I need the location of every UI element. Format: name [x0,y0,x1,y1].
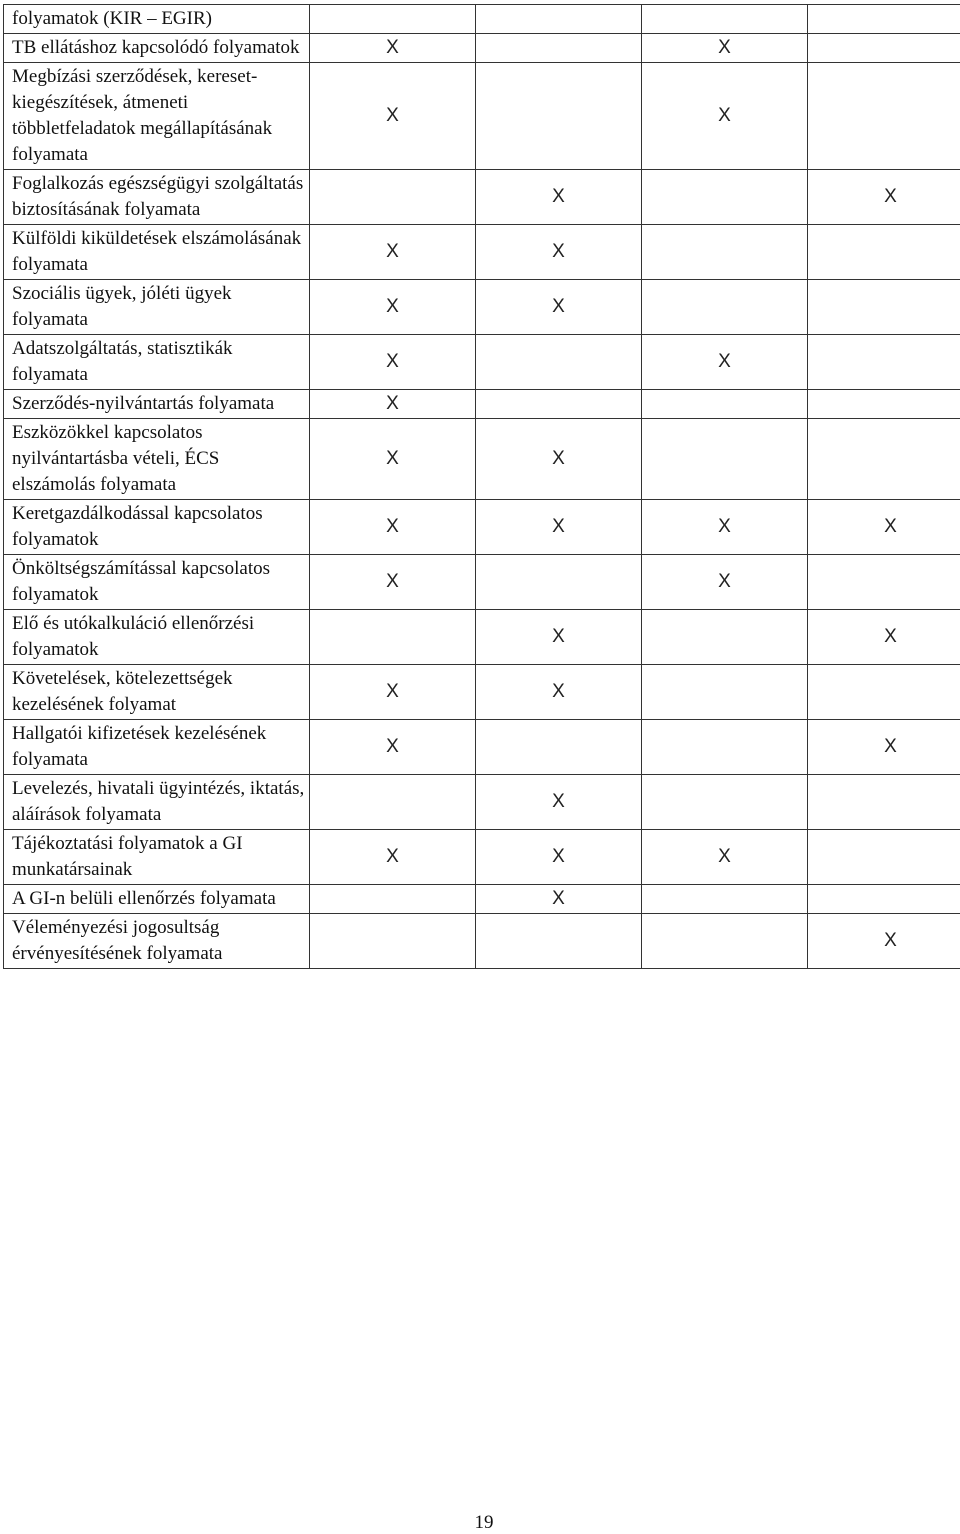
x-mark: X [884,186,897,208]
process-name-cell: Véleményezési jogosultság érvényesítésének folyamata [4,914,310,969]
table-row [4,914,960,969]
mark-cell-col-2 [476,170,642,225]
x-mark: X [884,930,897,952]
process-name-cell: A GI-n belüli ellenőrzés folyamata [4,885,310,914]
process-name-cell: Külföldi kiküldetések elszámolásának folyamata [4,225,310,280]
mark-cell-col-1 [310,555,476,610]
mark-cell-col-1 [310,914,476,969]
table-row [4,885,960,914]
mark-cell-col-2 [476,225,642,280]
x-mark: X [386,736,399,758]
mark-cell-col-1 [310,63,476,170]
x-mark: X [718,846,731,868]
mark-cell-col-4 [808,63,960,170]
mark-cell-col-1 [310,280,476,335]
mark-cell-col-3 [642,280,808,335]
mark-cell-col-2 [476,335,642,390]
process-name-cell: Adatszolgáltatás, statisztikák folyamata [4,335,310,390]
mark-cell-col-1 [310,610,476,665]
mark-cell-col-4 [808,34,960,63]
mark-cell-col-2 [476,665,642,720]
process-name-cell: folyamatok (KIR – EGIR) [4,5,310,34]
x-mark: X [718,516,731,538]
mark-cell-col-1 [310,34,476,63]
x-mark: X [718,571,731,593]
process-name-cell: Foglalkozás egészségügyi szolgáltatás biztosításának folyamata [4,170,310,225]
mark-cell-col-3 [642,720,808,775]
x-mark: X [552,791,565,813]
process-matrix-table [3,4,960,969]
process-name-cell: Szerződés-nyilvántartás folyamata [4,390,310,419]
mark-cell-col-4 [808,665,960,720]
mark-cell-col-4 [808,225,960,280]
mark-cell-col-2 [476,5,642,34]
x-mark: X [386,393,399,415]
mark-cell-col-3 [642,914,808,969]
table-row [4,500,960,555]
mark-cell-col-2 [476,500,642,555]
mark-cell-col-3 [642,5,808,34]
x-mark: X [552,516,565,538]
process-name-cell: Hallgatói kifizetések kezelésének folyamata [4,720,310,775]
mark-cell-col-4 [808,280,960,335]
table-row [4,665,960,720]
table-row [4,610,960,665]
mark-cell-col-4 [808,610,960,665]
x-mark: X [386,241,399,263]
mark-cell-col-4 [808,885,960,914]
page-number: 19 [0,1512,960,1534]
x-mark: X [552,241,565,263]
x-mark: X [552,186,565,208]
x-mark: X [386,105,399,127]
mark-cell-col-4 [808,170,960,225]
mark-cell-col-1 [310,225,476,280]
process-name-cell: Elő és utókalkuláció ellenőrzési folyamatok [4,610,310,665]
mark-cell-col-3 [642,885,808,914]
mark-cell-col-1 [310,665,476,720]
mark-cell-col-1 [310,170,476,225]
x-mark: X [552,681,565,703]
mark-cell-col-4 [808,5,960,34]
table-row [4,390,960,419]
mark-cell-col-2 [476,720,642,775]
table-row [4,5,960,34]
mark-cell-col-4 [808,775,960,830]
table-row [4,720,960,775]
mark-cell-col-2 [476,280,642,335]
mark-cell-col-4 [808,500,960,555]
x-mark: X [386,448,399,470]
process-name-cell: Szociális ügyek, jóléti ügyek folyamata [4,280,310,335]
mark-cell-col-1 [310,390,476,419]
mark-cell-col-4 [808,335,960,390]
x-mark: X [718,37,731,59]
x-mark: X [552,888,565,910]
mark-cell-col-3 [642,830,808,885]
process-name-cell: Önköltségszámítással kapcsolatos folyamatok [4,555,310,610]
mark-cell-col-3 [642,390,808,419]
table-row [4,830,960,885]
process-name-cell: TB ellátáshoz kapcsolódó folyamatok [4,34,310,63]
table-row [4,34,960,63]
mark-cell-col-2 [476,830,642,885]
mark-cell-col-3 [642,500,808,555]
mark-cell-col-2 [476,419,642,500]
mark-cell-col-3 [642,63,808,170]
mark-cell-col-2 [476,63,642,170]
mark-cell-col-3 [642,610,808,665]
mark-cell-col-1 [310,775,476,830]
x-mark: X [552,846,565,868]
process-name-cell: Megbízási szerződések, kereset-kiegészítések, átmeneti többletfeladatok megállapításának folyamata [4,63,310,170]
x-mark: X [386,296,399,318]
process-name-cell: Eszközökkel kapcsolatos nyilvántartásba vételi, ÉCS elszámolás folyamata [4,419,310,500]
mark-cell-col-4 [808,555,960,610]
mark-cell-col-2 [476,610,642,665]
table-row [4,225,960,280]
mark-cell-col-4 [808,390,960,419]
process-name-cell: Levelezés, hivatali ügyintézés, iktatás, aláírások folyamata [4,775,310,830]
mark-cell-col-4 [808,914,960,969]
mark-cell-col-2 [476,555,642,610]
table-row [4,280,960,335]
x-mark: X [386,516,399,538]
mark-cell-col-1 [310,5,476,34]
process-matrix-body [4,5,960,969]
x-mark: X [386,37,399,59]
x-mark: X [386,681,399,703]
mark-cell-col-4 [808,720,960,775]
mark-cell-col-3 [642,170,808,225]
mark-cell-col-3 [642,555,808,610]
x-mark: X [718,105,731,127]
mark-cell-col-2 [476,34,642,63]
x-mark: X [718,351,731,373]
x-mark: X [386,571,399,593]
mark-cell-col-3 [642,335,808,390]
mark-cell-col-2 [476,885,642,914]
mark-cell-col-4 [808,830,960,885]
mark-cell-col-1 [310,830,476,885]
mark-cell-col-1 [310,419,476,500]
process-name-cell: Követelések, kötelezettségek kezelésének folyamat [4,665,310,720]
table-row [4,170,960,225]
x-mark: X [884,736,897,758]
process-name-cell: Tájékoztatási folyamatok a GI munkatársainak [4,830,310,885]
mark-cell-col-3 [642,34,808,63]
x-mark: X [552,448,565,470]
x-mark: X [386,351,399,373]
table-row [4,335,960,390]
table-row [4,63,960,170]
x-mark: X [552,296,565,318]
mark-cell-col-1 [310,500,476,555]
mark-cell-col-4 [808,419,960,500]
mark-cell-col-1 [310,885,476,914]
mark-cell-col-2 [476,390,642,419]
mark-cell-col-1 [310,720,476,775]
mark-cell-col-3 [642,225,808,280]
mark-cell-col-2 [476,775,642,830]
mark-cell-col-2 [476,914,642,969]
table-row [4,555,960,610]
process-name-cell: Keretgazdálkodással kapcsolatos folyamatok [4,500,310,555]
mark-cell-col-3 [642,419,808,500]
table-row [4,775,960,830]
x-mark: X [386,846,399,868]
mark-cell-col-3 [642,665,808,720]
mark-cell-col-1 [310,335,476,390]
mark-cell-col-3 [642,775,808,830]
x-mark: X [552,626,565,648]
x-mark: X [884,626,897,648]
x-mark: X [884,516,897,538]
table-row [4,419,960,500]
